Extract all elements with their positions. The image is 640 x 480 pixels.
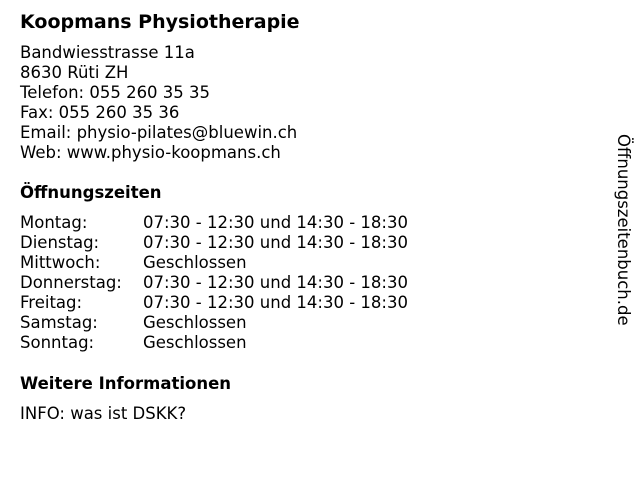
day-label: Dienstag: (20, 233, 100, 252)
address-city: 8630 Rüti ZH (20, 63, 129, 82)
time-value: Geschlossen (143, 333, 247, 352)
watermark-text: Öffnungszeitenbuch.de (614, 134, 633, 326)
contact-block (20, 43, 297, 163)
watermark (613, 134, 633, 364)
opening-hours-heading: Öffnungszeiten (20, 183, 162, 202)
time-value: Geschlossen (143, 313, 247, 332)
time-value: 07:30 - 12:30 und 14:30 - 18:30 (143, 213, 408, 232)
website-address: Web: www.physio-koopmans.ch (20, 143, 281, 162)
day-label: Mittwoch: (20, 253, 101, 272)
business-name: Koopmans Physiotherapie (20, 11, 300, 33)
day-label: Samstag: (20, 313, 98, 332)
day-label: Montag: (20, 213, 88, 232)
fax-number: Fax: 055 260 35 36 (20, 103, 180, 122)
day-label: Sonntag: (20, 333, 95, 352)
info-text: INFO: was ist DSKK? (20, 404, 187, 423)
more-info-heading: Weitere Informationen (20, 374, 232, 393)
address-street: Bandwiesstrasse 11a (20, 43, 195, 62)
time-value: Geschlossen (143, 253, 247, 272)
time-value: 07:30 - 12:30 und 14:30 - 18:30 (143, 233, 408, 252)
time-value: 07:30 - 12:30 und 14:30 - 18:30 (143, 273, 408, 292)
day-label: Donnerstag: (20, 273, 122, 292)
time-value: 07:30 - 12:30 und 14:30 - 18:30 (143, 293, 408, 312)
email-address: Email: physio-pilates@bluewin.ch (20, 123, 298, 142)
day-label: Freitag: (20, 293, 83, 312)
phone-number: Telefon: 055 260 35 35 (20, 83, 211, 102)
